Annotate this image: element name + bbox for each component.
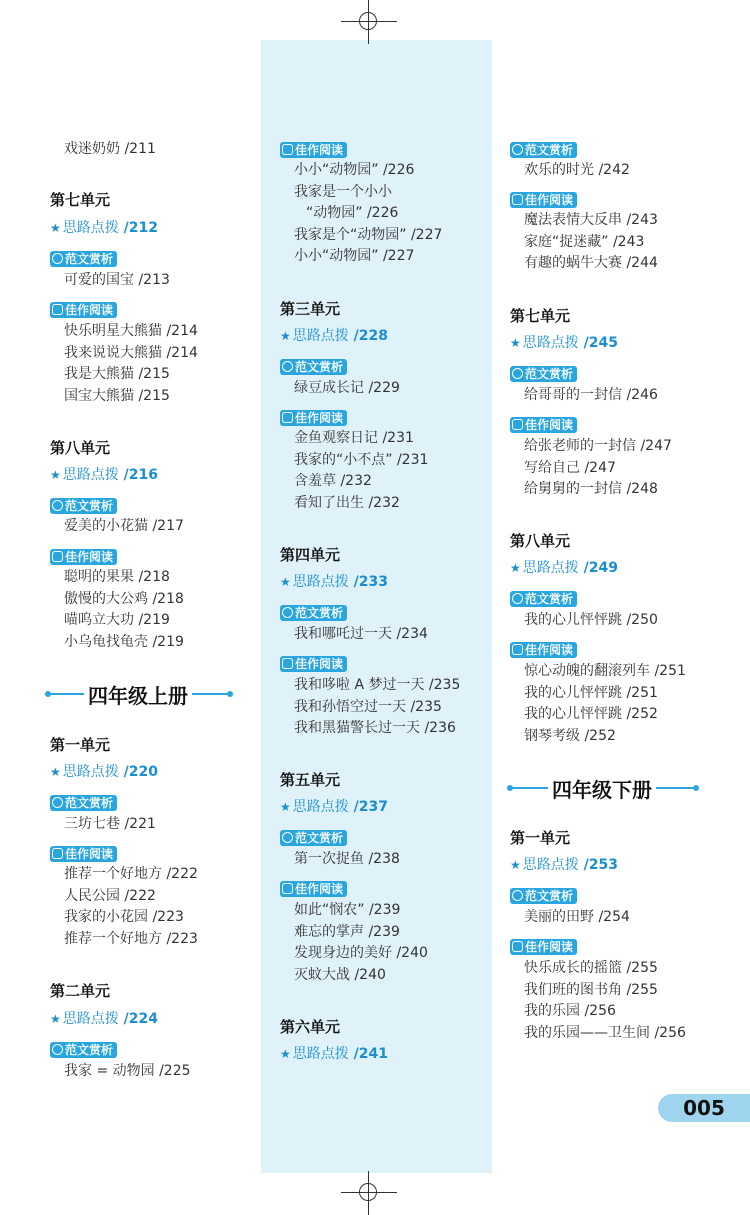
tag-label: 范文赏析 — [65, 796, 114, 810]
toc-entry: 金鱼观察日记 /231 — [294, 430, 414, 446]
toc-entry: 看知了出生 /232 — [294, 494, 400, 511]
unit-title: 第三单元 — [280, 300, 341, 318]
tag-label: 范文赏析 — [65, 1043, 114, 1057]
toc-entry: 灭蚊大战 /240 — [294, 966, 386, 983]
medal-icon — [52, 253, 63, 264]
heading-rule-left — [48, 693, 84, 695]
star-icon: ★ — [510, 858, 521, 872]
toc-entry: 如此“悯农” /239 — [294, 902, 401, 918]
tips-row — [50, 466, 158, 484]
tag-label: 佳作阅读 — [295, 657, 344, 671]
jiazuo-tag — [280, 655, 347, 673]
toc-entry: 给张老师的一封信 /247 — [524, 438, 672, 454]
book-icon — [282, 883, 293, 894]
tag-label: 范文赏析 — [525, 889, 574, 903]
tips-page: /249 — [583, 560, 618, 576]
tips-row — [50, 763, 158, 781]
unit-title: 第四单元 — [280, 546, 341, 564]
book-icon — [52, 848, 63, 859]
tips-page: /212 — [123, 220, 158, 236]
tips-label: 思路点拨 — [292, 1046, 349, 1062]
tips-row — [510, 334, 618, 352]
fanwen-tag — [510, 365, 577, 383]
unit-title: 第七单元 — [510, 307, 571, 325]
toc-entry: 给哥哥的一封信 /246 — [524, 387, 658, 403]
book-icon — [512, 644, 523, 655]
star-icon: ★ — [50, 468, 61, 482]
star-icon: ★ — [280, 1047, 291, 1061]
book-icon — [512, 941, 523, 952]
tag-label: 范文赏析 — [65, 499, 114, 513]
toc-entry: 我的心儿怦怦跳 /250 — [524, 612, 658, 628]
toc-entry: 魔法表情大反串 /243 — [524, 212, 658, 228]
tips-row — [510, 559, 618, 577]
toc-entry: 小乌龟找龟壳 /219 — [64, 633, 184, 650]
tag-label: 范文赏析 — [295, 360, 344, 374]
medal-icon — [52, 1044, 63, 1055]
tips-row — [280, 1045, 388, 1063]
tag-label: 佳作阅读 — [65, 303, 114, 317]
tag-label: 佳作阅读 — [525, 643, 574, 657]
fanwen-tag — [50, 497, 117, 515]
toc-entry: 我们班的图书角 /255 — [524, 981, 658, 998]
unit-title: 第一单元 — [510, 829, 571, 847]
heading-rule-left — [510, 787, 548, 789]
tips-page: /228 — [353, 328, 388, 344]
star-icon: ★ — [280, 329, 291, 343]
toc-entry: 给舅舅的一封信 /248 — [524, 481, 658, 498]
book-icon — [282, 412, 293, 423]
book-icon — [282, 144, 293, 155]
medal-icon — [512, 890, 523, 901]
fanwen-tag — [280, 829, 347, 847]
toc-entry: 我的心儿怦怦跳 /252 — [524, 706, 658, 723]
jiazuo-tag — [280, 409, 347, 427]
toc-entry: 推荐一个好地方 /222 — [64, 866, 198, 882]
toc-entry: 惊心动魄的翻滚列车 /251 — [524, 663, 686, 679]
tips-page: /220 — [123, 764, 158, 780]
fanwen-tag — [280, 604, 347, 622]
toc-entry: 难忘的掌声 /239 — [294, 923, 400, 940]
star-icon: ★ — [510, 561, 521, 575]
medal-icon — [282, 832, 293, 843]
star-icon: ★ — [280, 800, 291, 814]
grade-heading — [510, 773, 696, 803]
tips-row — [510, 856, 618, 874]
toc-entry: 小小“动物园” /227 — [294, 248, 415, 265]
toc-entry: 傲慢的大公鸡 /218 — [64, 590, 184, 607]
fanwen-tag — [50, 250, 117, 268]
toc-entry: 喵呜立大功 /219 — [64, 612, 170, 629]
jiazuo-tag — [50, 845, 117, 863]
book-icon — [282, 658, 293, 669]
star-icon: ★ — [50, 765, 61, 779]
book-icon — [52, 304, 63, 315]
tips-label: 思路点拨 — [522, 335, 579, 351]
tips-row — [50, 219, 158, 237]
toc-entry: 我家的“小不点” /231 — [294, 451, 429, 468]
jiazuo-tag — [280, 141, 347, 159]
star-icon: ★ — [280, 575, 291, 589]
toc-entry: 快乐成长的摇篮 /255 — [524, 960, 658, 976]
toc-entry: 欢乐的时光 /242 — [524, 162, 630, 178]
tips-page: /237 — [353, 799, 388, 815]
tag-label: 佳作阅读 — [525, 418, 574, 432]
toc-entry: 我的乐园 /256 — [524, 1003, 616, 1020]
tag-label: 范文赏析 — [525, 592, 574, 606]
book-icon — [512, 419, 523, 430]
toc-entry: 我家是一个小小 — [294, 183, 392, 200]
medal-icon — [52, 500, 63, 511]
fanwen-tag — [50, 794, 117, 812]
jiazuo-tag — [510, 191, 577, 209]
unit-title: 第二单元 — [50, 982, 111, 1000]
tips-page: /216 — [123, 467, 158, 483]
tag-label: 佳作阅读 — [525, 940, 574, 954]
tag-label: 佳作阅读 — [295, 882, 344, 896]
tips-page: /233 — [353, 574, 388, 590]
toc-entry: 我和哪吒过一天 /234 — [294, 626, 428, 642]
toc-entry: 小小“动物园” /226 — [294, 162, 415, 178]
toc-entry: 我家是个“动物园” /227 — [294, 226, 443, 243]
toc-entry: 爱美的小花猫 /217 — [64, 518, 184, 534]
toc-entry: 戏迷奶奶 /211 — [64, 141, 156, 157]
unit-title: 第八单元 — [50, 439, 111, 457]
toc-entry: 有趣的蜗牛大赛 /244 — [524, 255, 658, 272]
tips-label: 思路点拨 — [62, 1011, 119, 1027]
toc-entry: 聪明的果果 /218 — [64, 569, 170, 585]
tips-label: 思路点拨 — [62, 764, 119, 780]
tips-label: 思路点拨 — [522, 857, 579, 873]
heading-rule-right — [192, 693, 230, 695]
page-number: 005 — [658, 1094, 750, 1122]
tag-label: 范文赏析 — [525, 367, 574, 381]
tips-label: 思路点拨 — [62, 467, 119, 483]
toc-entry: 我是大熊猫 /215 — [64, 366, 170, 383]
tag-label: 佳作阅读 — [525, 193, 574, 207]
toc-entry: 我家 = 动物园 /225 — [64, 1063, 191, 1079]
toc-entry: 我家的小花园 /223 — [64, 909, 184, 926]
crop-mark-top — [341, 0, 397, 44]
fanwen-tag — [280, 358, 347, 376]
fanwen-tag — [510, 887, 577, 905]
toc-entry: 我来说说大熊猫 /214 — [64, 344, 198, 361]
medal-icon — [512, 144, 523, 155]
jiazuo-tag — [510, 641, 577, 659]
toc-entry: 我的心儿怦怦跳 /251 — [524, 684, 658, 701]
star-icon: ★ — [50, 1012, 61, 1026]
tips-page: /224 — [123, 1011, 158, 1027]
unit-title: 第一单元 — [50, 736, 111, 754]
toc-entry: 写给自己 /247 — [524, 459, 616, 476]
book-icon — [52, 551, 63, 562]
tips-row — [50, 1010, 158, 1028]
unit-title: 第六单元 — [280, 1018, 341, 1036]
grade-title: 四年级上册 — [88, 683, 188, 708]
tips-row — [280, 798, 388, 816]
tag-label: 范文赏析 — [65, 252, 114, 266]
medal-icon — [512, 593, 523, 604]
tips-page: /241 — [353, 1046, 388, 1062]
star-icon: ★ — [510, 336, 521, 350]
toc-entry: 发现身边的美好 /240 — [294, 945, 428, 962]
grade-heading — [48, 679, 230, 709]
toc-entry: 推荐一个好地方 /223 — [64, 930, 198, 947]
toc-entry: 第一次捉鱼 /238 — [294, 851, 400, 867]
unit-title: 第八单元 — [510, 532, 571, 550]
toc-entry: 美丽的田野 /254 — [524, 909, 630, 925]
heading-rule-right — [656, 787, 696, 789]
fanwen-tag — [510, 590, 577, 608]
tips-label: 思路点拨 — [522, 560, 579, 576]
toc-entry: 国宝大熊猫 /215 — [64, 387, 170, 404]
book-icon — [512, 194, 523, 205]
unit-title: 第七单元 — [50, 191, 111, 209]
toc-entry: 人民公园 /222 — [64, 887, 156, 904]
jiazuo-tag — [510, 416, 577, 434]
jiazuo-tag — [510, 938, 577, 956]
tag-label: 范文赏析 — [295, 831, 344, 845]
tips-label: 思路点拨 — [292, 328, 349, 344]
unit-title: 第五单元 — [280, 771, 341, 789]
medal-icon — [282, 607, 293, 618]
toc-entry: 钢琴考级 /252 — [524, 727, 616, 744]
jiazuo-tag — [50, 301, 117, 319]
tips-page: /245 — [583, 335, 618, 351]
tips-label: 思路点拨 — [292, 799, 349, 815]
jiazuo-tag — [50, 548, 117, 566]
toc-entry: 我和黑猫警长过一天 /236 — [294, 720, 456, 737]
grade-title: 四年级下册 — [552, 777, 652, 802]
toc-entry: 快乐明星大熊猫 /214 — [64, 323, 198, 339]
fanwen-tag — [510, 141, 577, 159]
toc-entry: 家庭“捉迷藏” /243 — [524, 233, 645, 250]
toc-entry: 我和哆啦 A 梦过一天 /235 — [294, 677, 461, 693]
medal-icon — [512, 368, 523, 379]
crop-mark-bottom — [341, 1171, 397, 1215]
tag-label: 佳作阅读 — [65, 550, 114, 564]
tag-label: 佳作阅读 — [65, 847, 114, 861]
tips-page: /253 — [583, 857, 618, 873]
tips-row — [280, 573, 388, 591]
fanwen-tag — [50, 1041, 117, 1059]
tips-label: 思路点拨 — [292, 574, 349, 590]
toc-entry: 绿豆成长记 /229 — [294, 380, 400, 396]
toc-entry: 含羞草 /232 — [294, 473, 372, 490]
toc-entry: 三坊七巷 /221 — [64, 816, 156, 832]
medal-icon — [52, 797, 63, 808]
tag-label: 佳作阅读 — [295, 143, 344, 157]
tag-label: 佳作阅读 — [295, 411, 344, 425]
jiazuo-tag — [280, 880, 347, 898]
tips-label: 思路点拨 — [62, 220, 119, 236]
tips-row — [280, 327, 388, 345]
toc-entry: “动物园” /226 — [306, 205, 399, 222]
tag-label: 范文赏析 — [525, 143, 574, 157]
star-icon: ★ — [50, 221, 61, 235]
medal-icon — [282, 361, 293, 372]
tag-label: 范文赏析 — [295, 606, 344, 620]
toc-entry: 可爱的国宝 /213 — [64, 272, 170, 288]
toc-entry: 我和孙悟空过一天 /235 — [294, 698, 442, 715]
toc-entry: 我的乐园——卫生间 /256 — [524, 1024, 686, 1041]
